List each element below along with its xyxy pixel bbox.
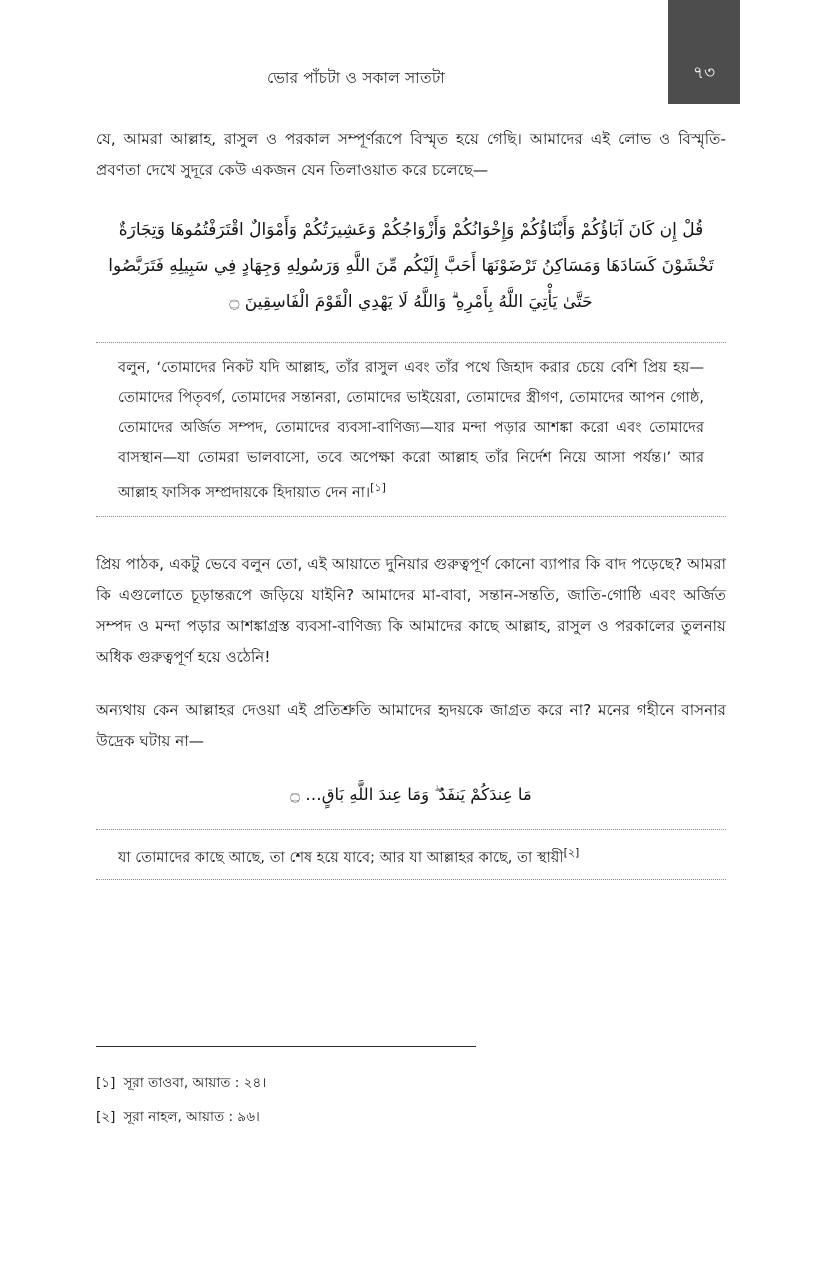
footnote-marker: [২] bbox=[96, 1109, 116, 1125]
paragraph-2: প্রিয় পাঠক, একটু ভেবে বলুন তো, এই আয়াতে দুনিয়ার গুরুত্বপূর্ণ কোনো ব্যাপার কি বাদ পড়েছে? আমরা কি এগুলোতে চূড়ান্তরূপে জড়িয়ে যাইনি? আমাদের মা-বাবা, সন্তান-সন্ততি, জাতি-গোষ্ঠি এবং অর্জিত সম্পদ ও মন্দা পড়ার আশঙ্কাগ্রস্ত ব্যবসা-বাণিজ্য কি আমাদের কাছে আল্লাহ, রাসুল ও পরকালের তুলনায় অধিক গুরুত্বপূর্ণ হয়ে ওঠেনি! bbox=[96, 554, 726, 666]
page-number-box bbox=[668, 0, 740, 104]
footnote-text: সূরা নাহল, আয়াত : ৯৬। bbox=[123, 1109, 260, 1125]
page-number: ৭৩ bbox=[692, 63, 716, 83]
paragraph-1: যে, আমরা আল্লাহ, রাসুল ও পরকাল সম্পূর্ণরূপে বিস্মৃত হয়ে গেছি। আমাদের এই লোভ ও বিস্মৃতি-প্রবণতা দেখে সুদূরে কেউ একজন যেন তিলাওয়াত করে চলেছে— bbox=[96, 130, 726, 179]
footnotes-section bbox=[96, 1046, 726, 1137]
translation-2-text bbox=[118, 838, 704, 873]
footnote-item bbox=[96, 1069, 726, 1097]
footnote-separator-rule bbox=[96, 1046, 476, 1047]
paragraph-3: অন্যথায় কেন আল্লাহর দেওয়া এই প্রতিশ্রুতি আমাদের হৃদয়কে জাগ্রত করে না? মনের গহীনে বাসনার উদ্রেক ঘটায় না— bbox=[96, 700, 726, 750]
translation-2-footnote-ref: [২] bbox=[563, 845, 580, 859]
footnote-marker: [১] bbox=[96, 1075, 116, 1091]
translation-1-body: বলুন, ‘তোমাদের নিকট যদি আল্লাহ, তাঁর রাসুল এবং তাঁর পথে জিহাদ করার চেয়ে বেশি প্রিয় হয়—তোমাদের পিতৃবর্গ, তোমাদের সন্তানরা, তোমাদের ভাইয়েরা, তোমাদের স্ত্রীগণ, তোমাদের আপন গোষ্ঠ, তোমাদের অর্জিত সম্পদ, তোমাদের ব্যবসা-বাণিজ্য—যার মন্দা পড়ার আশঙ্কা করো এবং তোমাদের বাসস্থান—যা তোমরা ভালবাসো, তবে অপেক্ষা করো আল্লাহ তাঁর নির্দেশ নিয়ে আসা পর্যন্ত।’ আর আল্লাহ ফাসিক সম্প্রদায়কে হিদায়াত দেন না। bbox=[118, 359, 704, 501]
quran-verse-2: مَا عِندَكُمْ يَنفَدُ ۖ وَمَا عِندَ اللَّهِ بَاقٍ… ۝ bbox=[290, 784, 532, 804]
footnote-item bbox=[96, 1103, 726, 1131]
quran-verse-1: قُلْ إِن كَانَ آبَاؤُكُمْ وَأَبْنَاؤُكُمْ وَإِخْوَانُكُمْ وَأَزْوَاجُكُمْ وَعَشِيرَتُكُمْ وَأَمْوَالٌ اقْتَرَفْتُمُوهَا وَتِجَارَةٌ تَخْشَوْنَ كَسَادَهَا وَمَسَاكِنُ تَرْضَوْنَهَا أَحَبَّ إِلَيْكُم مِّنَ اللَّهِ وَرَسُولِهِ وَجِهَادٍ فِي سَبِيلِهِ فَتَرَبَّصُوا حَتَّىٰ يَأْتِيَ اللَّهُ بِأَمْرِهِ ۗ وَاللَّهُ لَا يَهْدِي الْقَوْمَ الْفَاسِقِينَ ۝ bbox=[108, 220, 714, 312]
page-content bbox=[96, 124, 726, 902]
page-header bbox=[96, 52, 726, 112]
spacer bbox=[96, 539, 726, 549]
running-head: ভোর পাঁচটা ও সকাল সাতটা bbox=[267, 69, 445, 87]
translation-2-body: যা তোমাদের কাছে আছে, তা শেষ হয়ে যাবে; আর যা আল্লাহর কাছে, তা স্থায়ী bbox=[118, 848, 564, 866]
translation-1-text bbox=[118, 353, 704, 508]
footnote-text: সূরা তাওবা, আয়াত : ২৪। bbox=[123, 1075, 267, 1091]
translation-block-1 bbox=[96, 342, 726, 517]
translation-block-2 bbox=[96, 829, 726, 880]
translation-1-footnote-ref: [১] bbox=[370, 481, 386, 494]
